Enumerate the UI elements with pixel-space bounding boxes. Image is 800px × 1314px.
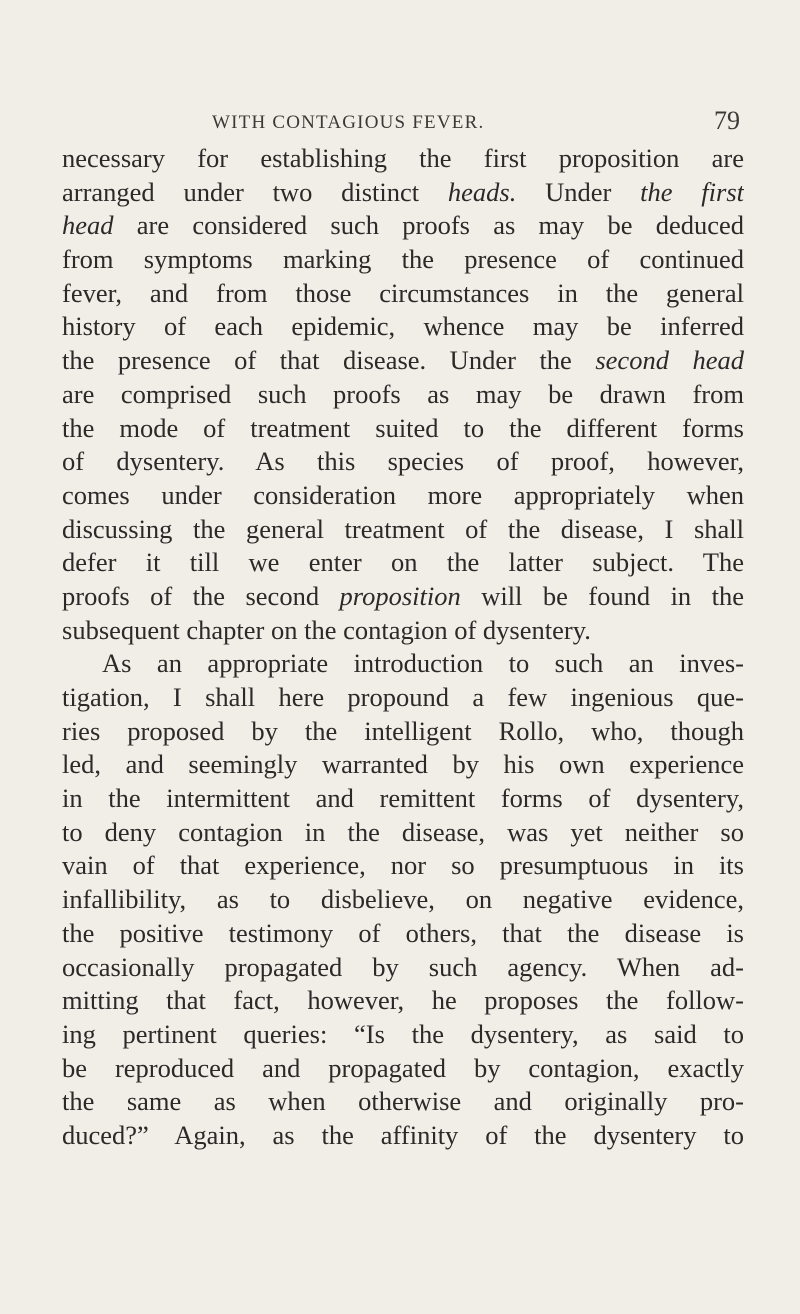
italic-text-run: the first: [640, 176, 744, 207]
text-line: [62, 277, 744, 311]
page-number: 79: [714, 106, 740, 135]
text-line: [62, 917, 744, 951]
body-text: [62, 142, 744, 1153]
text-run: led, and seemingly warranted by his own experience: [62, 749, 744, 780]
text-run: in the intermittent and remittent forms of dysentery,: [62, 783, 744, 814]
text-line: [62, 142, 744, 176]
text-run: are comprised such proofs as may be drawn from: [62, 378, 744, 409]
text-run: vain of that experience, nor so presumptuous in its: [62, 850, 744, 881]
text-run: ing pertinent queries: “Is the dysentery, as said to: [62, 1018, 744, 1049]
text-line: [62, 1018, 744, 1052]
text-run: arranged under two distinct: [62, 176, 448, 207]
text-run: to deny contagion in the disease, was yet neither so: [62, 816, 744, 847]
text-run: ries proposed by the intelligent Rollo, who, though: [62, 715, 744, 746]
italic-text-run: proposition: [339, 580, 461, 611]
text-run: are considered such proofs as may be deduced: [113, 210, 744, 241]
text-run: mitting that fact, however, he proposes the follow-: [62, 985, 744, 1016]
text-line: [62, 816, 744, 850]
text-line: [62, 310, 744, 344]
text-line: [62, 984, 744, 1018]
text-run: the presence of that disease. Under the: [62, 345, 596, 376]
text-run: of dysentery. As this species of proof, however,: [62, 446, 744, 477]
italic-text-run: head: [62, 210, 114, 241]
text-run: history of each epidemic, whence may be inferred: [62, 311, 744, 342]
text-line: [62, 445, 744, 479]
italic-text-run: heads.: [447, 176, 517, 207]
text-line: [62, 580, 744, 614]
text-line: [62, 209, 744, 243]
text-run: will be found in the: [460, 580, 744, 611]
text-run: fever, and from those circumstances in the general: [62, 277, 744, 308]
text-line: [62, 647, 744, 681]
text-line: [62, 412, 744, 446]
text-run: occasionally propagated by such agency. When ad-: [62, 951, 744, 982]
text-run: proofs of the second: [62, 580, 340, 611]
text-line: [62, 546, 744, 580]
text-run: comes under consideration more appropriately when: [62, 479, 744, 510]
text-run: the positive testimony of others, that the disease is: [62, 917, 744, 948]
text-run: tigation, I shall here propound a few ingenious que-: [62, 682, 744, 712]
text-line: [62, 378, 744, 412]
text-run: the mode of treatment suited to the different forms: [62, 412, 744, 443]
text-line: [62, 614, 744, 648]
text-line: [62, 951, 744, 985]
text-run: discussing the general treatment of the disease, I shall: [62, 513, 744, 544]
text-line: [62, 243, 744, 277]
text-line: [62, 513, 744, 547]
text-line: [62, 681, 744, 715]
text-run: necessary for establishing the first proposition are: [62, 143, 744, 173]
text-run: infallibility, as to disbelieve, on negative evidence,: [62, 884, 744, 915]
text-run: be reproduced and propagated by contagion, exactly: [62, 1052, 744, 1083]
text-run: duced?” Again, as the affinity of the dysentery to: [62, 1119, 744, 1150]
text-line: [62, 1119, 744, 1153]
text-run: subsequent chapter on the contagion of dysentery.: [62, 614, 591, 645]
text-line: [62, 849, 744, 883]
text-run: from symptoms marking the presence of continued: [62, 244, 744, 275]
text-line: [62, 748, 744, 782]
text-line: [62, 1085, 744, 1119]
text-line: [62, 344, 744, 378]
text-line: [62, 1052, 744, 1086]
text-line: [62, 479, 744, 513]
text-line: [62, 176, 744, 210]
text-run: As an appropriate introduction to such an inves-: [102, 648, 744, 679]
text-run: the same as when otherwise and originally pro-: [62, 1086, 744, 1117]
italic-text-run: second head: [595, 345, 744, 376]
text-run: defer it till we enter on the latter subject. The: [62, 547, 744, 578]
text-line: [62, 715, 744, 749]
page-header: [0, 106, 800, 138]
text-line: [62, 782, 744, 816]
running-head: WITH CONTAGIOUS FEVER.: [212, 112, 485, 133]
text-run: Under: [516, 176, 641, 207]
text-line: [62, 883, 744, 917]
